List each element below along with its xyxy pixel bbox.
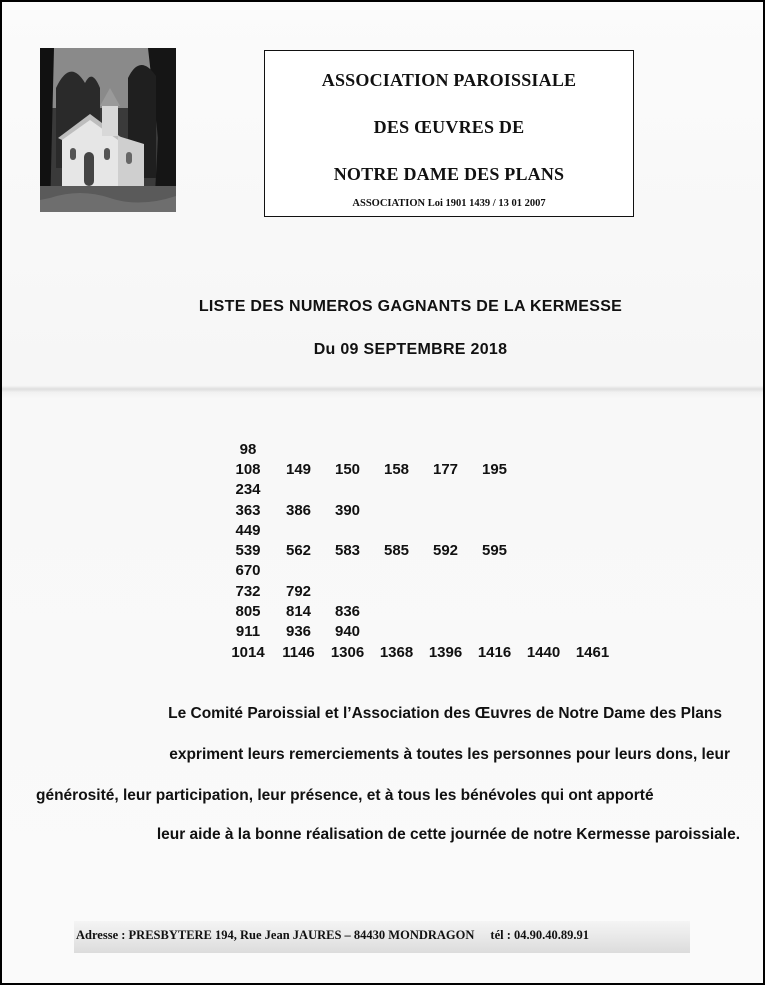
winning-number: 177 [432, 460, 459, 478]
header-line-3: NOTRE DAME DES PLANS [333, 164, 565, 184]
winning-number: 583 [334, 542, 361, 560]
header-registration: ASSOCIATION Loi 1901 1439 / 13 01 2007 [352, 198, 546, 209]
list-date: Du 09 SEPTEMBRE 2018 [313, 341, 508, 358]
winning-number: 670 [235, 562, 261, 580]
winning-numbers-table [222, 439, 617, 662]
chapel-illustration [40, 48, 176, 212]
winning-number: 449 [235, 521, 261, 539]
thanks-line-4: leur aide à la bonne réalisation de cette journée de notre Kermesse paroissiale. [156, 826, 740, 843]
table-row [222, 459, 617, 479]
winning-number: 814 [285, 603, 312, 621]
winning-number: 940 [334, 623, 361, 641]
winning-number: 585 [383, 542, 410, 560]
winning-number: 1306 [330, 643, 365, 661]
winning-number: 98 [239, 440, 257, 458]
table-row [222, 439, 617, 459]
winning-number: 911 [235, 623, 261, 641]
thanks-line-1: Le Comité Paroissial et l’Association des Œuvres de Notre Dame des Plans [168, 705, 722, 722]
table-row [222, 540, 617, 560]
winning-number: 158 [383, 460, 410, 478]
footer [76, 928, 589, 943]
winning-number: 195 [481, 460, 508, 478]
table-row [222, 601, 617, 621]
thanks-line-3: générosité, leur participation, leur présence, et à tous les bénévoles qui ont apporté [36, 787, 654, 804]
winning-number: 1396 [428, 643, 463, 661]
winning-number: 936 [285, 623, 312, 641]
table-row [222, 581, 617, 601]
paper-fold [2, 386, 763, 392]
table-row [222, 622, 617, 642]
winning-number: 390 [334, 501, 361, 519]
winning-number: 592 [432, 542, 459, 560]
table-row [222, 642, 617, 662]
table-row [222, 561, 617, 581]
winning-number: 1416 [477, 643, 512, 661]
winning-number: 149 [285, 460, 312, 478]
winning-number: 1146 [282, 643, 315, 661]
chapel-icon [40, 48, 176, 212]
association-header [264, 50, 634, 217]
winning-number: 1368 [379, 643, 414, 661]
table-row [222, 520, 617, 540]
list-title: LISTE DES NUMEROS GAGNANTS DE LA KERMESSE [198, 298, 623, 315]
winning-number: 150 [334, 460, 361, 478]
table-row [222, 480, 617, 500]
winning-number: 386 [285, 501, 312, 519]
winning-number: 805 [235, 603, 261, 621]
header-line-1: ASSOCIATION PAROISSIALE [321, 70, 577, 90]
winning-number: 1440 [526, 643, 561, 661]
winning-number: 234 [235, 481, 261, 499]
winning-number: 1014 [231, 643, 265, 661]
header-line-2: DES ŒUVRES DE [373, 117, 525, 137]
winning-number: 836 [334, 603, 361, 621]
winning-number: 539 [235, 542, 261, 560]
thanks-line-2: expriment leurs remerciements à toutes les personnes pour leurs dons, leur [169, 746, 730, 763]
footer-address: Adresse : PRESBYTERE 194, Rue Jean JAURES – 84430 MONDRAGON [76, 928, 475, 942]
winning-number: 1461 [575, 643, 610, 661]
winning-number: 562 [285, 542, 312, 560]
winning-number: 595 [481, 542, 508, 560]
winning-number: 363 [235, 501, 261, 519]
winning-number: 792 [285, 582, 312, 600]
footer-phone: tél : 04.90.40.89.91 [490, 928, 590, 942]
winning-number: 732 [235, 582, 261, 600]
winning-number: 108 [235, 460, 261, 478]
table-row [222, 500, 617, 520]
